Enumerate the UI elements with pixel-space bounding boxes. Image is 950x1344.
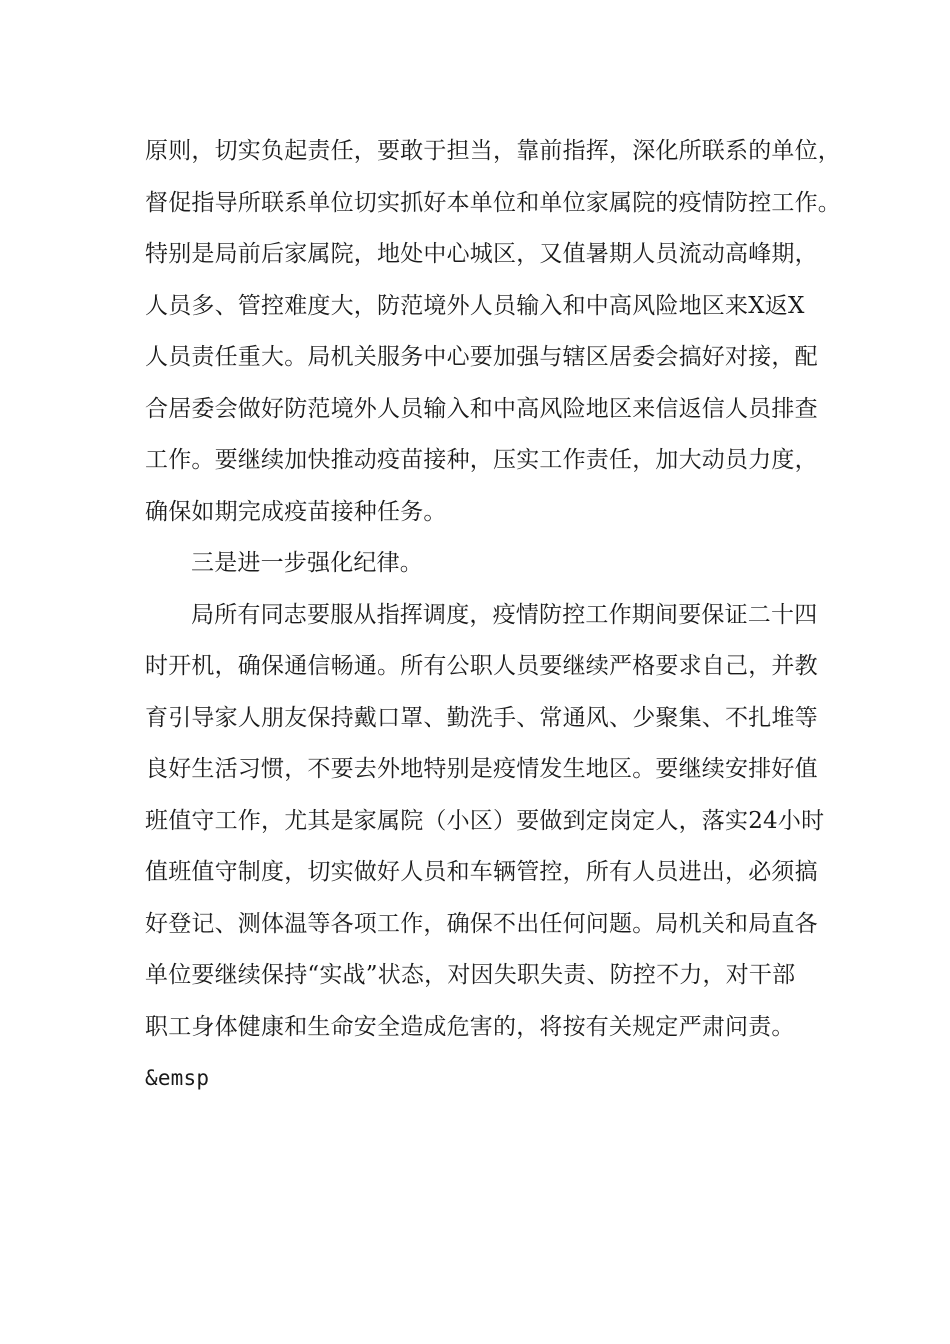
- paragraph-line: 工作。要继续加快推动疫苗接种，压实工作责任，加大动员力度，: [145, 447, 818, 473]
- paragraph-line: 班值守工作，尤其是家属院（小区）要做到定岗定人，落实24小时: [145, 807, 825, 834]
- paragraph-line: 时开机，确保通信畅通。所有公职人员要继续严格要求自己，并教: [145, 653, 818, 679]
- paragraph-line: 良好生活习惯，不要去外地特别是疫情发生地区。要继续安排好值: [145, 756, 818, 782]
- section-heading: 三是进一步强化纪律。: [191, 550, 423, 576]
- paragraph-line: 确保如期完成疫苗接种任务。: [145, 498, 447, 525]
- paragraph-line: 原则，切实负起责任，要敢于担当，靠前指挥，深化所联系的单位，: [145, 138, 841, 164]
- paragraph-line: 职工身体健康和生命安全造成危害的，将按有关规定严肃问责。: [145, 1013, 795, 1040]
- paragraph-line: 局所有同志要服从指挥调度，疫情防控工作期间要保证二十四: [191, 601, 818, 628]
- paragraph-line: 人员责任重大。局机关服务中心要加强与辖区居委会搞好对接，配: [145, 344, 818, 370]
- paragraph-line: 单位要继续保持“实战”状态，对因失职失责、防控不力，对干部: [145, 962, 796, 988]
- paragraph-line: 督促指导所联系单位切实抓好本单位和单位家属院的疫情防控工作。: [145, 189, 841, 216]
- paragraph-line: 值班值守制度，切实做好人员和车辆管控，所有人员进出，必须搞: [145, 859, 818, 885]
- trailing-entity-text: &emsp: [145, 1066, 210, 1090]
- paragraph-line: 好登记、测体温等各项工作，确保不出任何问题。局机关和局直各: [145, 910, 818, 937]
- paragraph-line: 人员多、管控难度大，防范境外人员输入和中高风险地区来X返X: [145, 292, 805, 319]
- body-text: [145, 126, 845, 1105]
- paragraph-line: 特别是局前后家属院，地处中心城区，又值暑期人员流动高峰期，: [145, 241, 818, 267]
- paragraph-line: 育引导家人朋友保持戴口罩、勤洗手、常通风、少聚集、不扎堆等: [145, 704, 818, 731]
- paragraph-line: 合居委会做好防范境外人员输入和中高风险地区来信返信人员排查: [145, 395, 818, 422]
